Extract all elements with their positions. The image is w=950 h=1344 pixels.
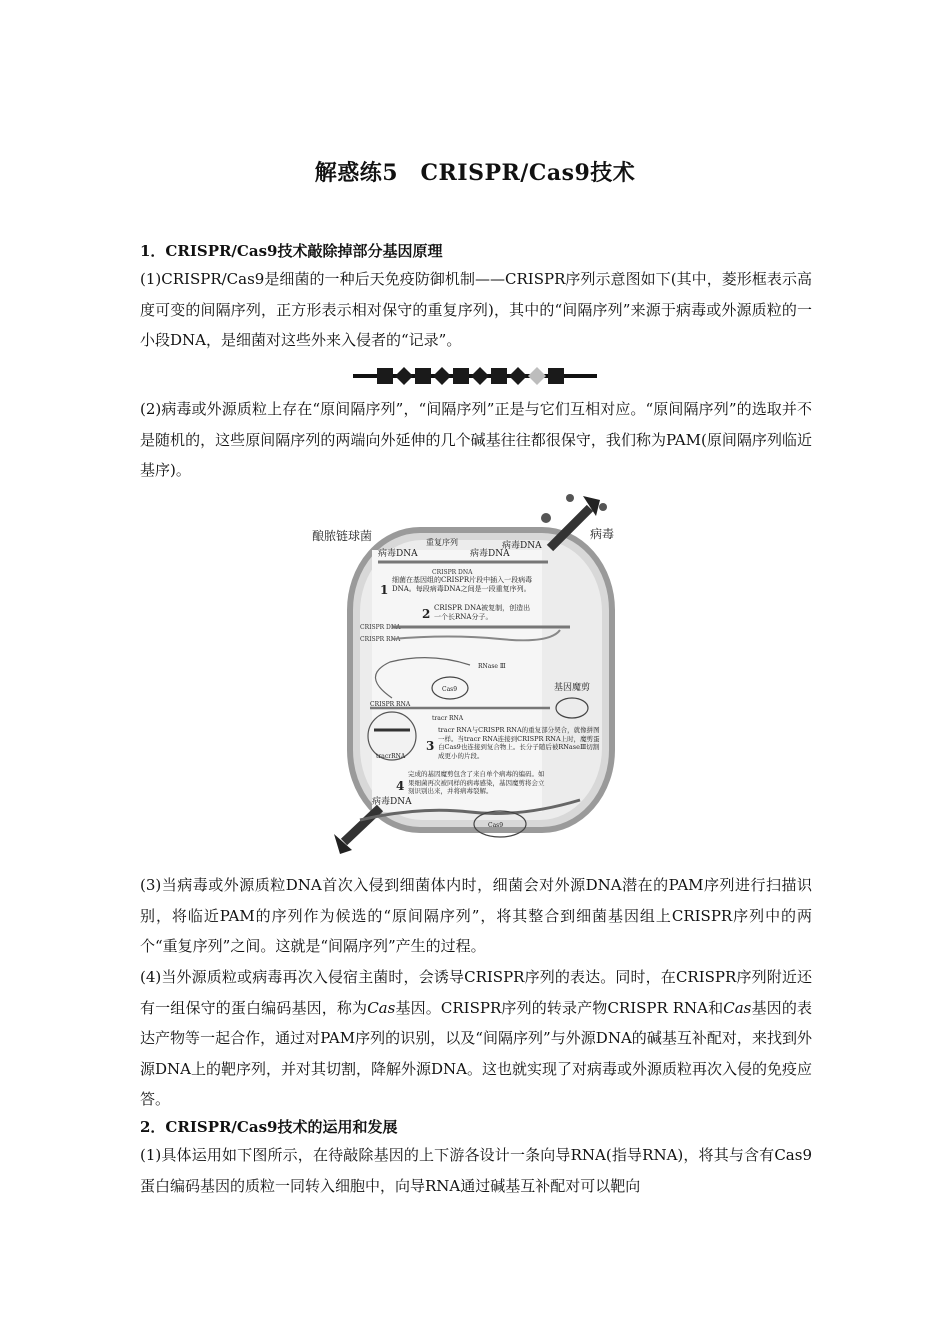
label-virus-dna-bottom: 病毒DNA [372, 797, 412, 807]
step-3-text: tracr RNA与CRISPR RNA的重复部分契合，就像拼图一样。当tracr RNA连接到CRISPR RNA上时，魔剪蛋白Cas9也连接到复合物上。长分子随后被RNaseⅢ切割成更小的片段。 [438, 726, 600, 760]
paragraph-text-segment: (4)当外源质粒或病毒再次入侵宿主菌时，会诱导CRISPR序列的表达。同时，在CRISPR序列附近还有一组保守的蛋白编码基因，称为 [140, 968, 812, 1017]
step-2-text: CRISPR DNA被复制，创造出一个长RNA分子。 [434, 604, 531, 621]
repeat-square [453, 368, 469, 384]
label-virus-dna-1: 病毒DNA [378, 549, 418, 559]
label-tracrrna: tracrRNA [376, 753, 406, 760]
crispr-sequence-diagram [353, 366, 597, 386]
label-virus-dna-2: 病毒DNA [470, 549, 510, 559]
paragraph-text: (3)当病毒或外源质粒DNA首次入侵到细菌体内时，细菌会对外源DNA潜在的PAM序列进行扫描识别，将临近PAM的序列作为候选的“原间隔序列”，将其整合到细菌基因组上CRISPR序列中的两个“重复序列”之间。这就是“间隔序列”产生的过程。 [140, 876, 812, 955]
gene-name-italic: Cas [367, 998, 396, 1017]
virus-bottom [334, 808, 380, 854]
label-crispr-rna-2: CRISPR RNA [370, 701, 411, 708]
spacer-diamond [433, 367, 451, 385]
paragraph-text: (1)CRISPR/Cas9是细菌的一种后天免疫防御机制——CRISPR序列示意图如下(其中，菱形框表示高度可变的间隔序列，正方形表示相对保守的重复序列)，其中的“间隔序列”来源于病毒或外源质粒的一小段DNA，是细菌对这些外来入侵者的“记录”。 [140, 270, 812, 349]
step-4-number: 4 [396, 779, 405, 793]
label-crispr-dna-small: CRISPR DNA [432, 569, 473, 576]
section-1-paragraph-4 [140, 962, 812, 1115]
paragraph-text: (2)病毒或外源质粒上存在“原间隔序列”，“间隔序列”正是与它们互相对应。“原间隔序列”的选取并不是随机的，这些原间隔序列的两端向外延伸的几个碱基往往都很保守，我们称为PAM(原间隔序列临近基序)。 [140, 400, 812, 479]
label-cas9-bottom: Cas9 [488, 822, 504, 829]
spacer-diamond [509, 367, 527, 385]
step-2-number: 2 [422, 607, 431, 621]
paragraph-text-segment: 基因。CRISPR序列的转录产物CRISPR RNA和 [395, 998, 724, 1017]
section-2-heading: 2．CRISPR/Cas9技术的运用和发展 [140, 1118, 398, 1136]
section-1-paragraph-3 [140, 870, 812, 962]
repeat-square [415, 368, 431, 384]
section-1-paragraph-1 [140, 264, 812, 356]
section-1-heading: 1．CRISPR/Cas9技术敲除掉部分基因原理 [140, 242, 443, 260]
label-tracr-rna: tracr RNA [432, 715, 464, 722]
step-1-text: 细菌在基因组的CRISPR片段中插入一段病毒DNA。每段病毒DNA之间是一段重复序列。 [392, 576, 533, 593]
label-cas9: Cas9 [442, 686, 458, 693]
step-4-text: 完成的基因魔剪包含了来自单个病毒的编码。如果细菌再次被同样的病毒感染，基因魔剪将会立刻识别出来，并将病毒裂解。 [408, 770, 545, 795]
spacer-diamond [395, 367, 413, 385]
paragraph-text-segment: 基因的表达产物等一起合作，通过对PAM序列的识别，以及“间隔序列”与外源DNA的碱基互补配对，来找到外源DNA上的靶序列，并对其切割，降解外源DNA。这也就实现了对病毒或外源质粒再次入侵的免疫应答。 [140, 998, 812, 1108]
label-virus: 病毒 [590, 527, 615, 541]
label-bacterium: 酿脓链球菌 [312, 529, 373, 543]
spacer-diamond [471, 367, 489, 385]
step-3-text-box [438, 726, 600, 772]
crispr-mechanism-figure [300, 490, 620, 854]
section-1-paragraph-2 [140, 394, 812, 486]
label-virus-dna-3: 病毒DNA [502, 541, 542, 551]
page-title: 解惑练5 CRISPR/Cas9技术 [314, 160, 636, 186]
gene-name-italic: Cas [723, 998, 752, 1017]
section-2-paragraph-1 [140, 1140, 812, 1201]
repeat-square [548, 368, 564, 384]
label-rnase: RNase Ⅲ [478, 663, 506, 670]
repeat-square [377, 368, 393, 384]
paragraph-text: (1)具体运用如下图所示，在待敲除基因的上下游各设计一条向导RNA(指导RNA)，将其与含有Cas9蛋白编码基因的质粒一同转入细胞中，向导RNA通过碱基互补配对可以靶向 [140, 1146, 812, 1195]
step-2-text-box [434, 604, 534, 626]
label-crispr-rna: CRISPR RNA [360, 636, 401, 643]
repeat-square [491, 368, 507, 384]
label-gene-scissors: 基因魔剪 [554, 683, 591, 693]
label-repeat-sequence: 重复序列 [426, 538, 458, 547]
step-1-number: 1 [380, 583, 389, 597]
step-3-number: 3 [426, 739, 435, 753]
paragraph-text [140, 962, 812, 1115]
spacer-diamond [528, 367, 546, 385]
label-crispr-dna: CRISPR DNA [360, 624, 401, 631]
step-4-text-box [408, 770, 548, 806]
